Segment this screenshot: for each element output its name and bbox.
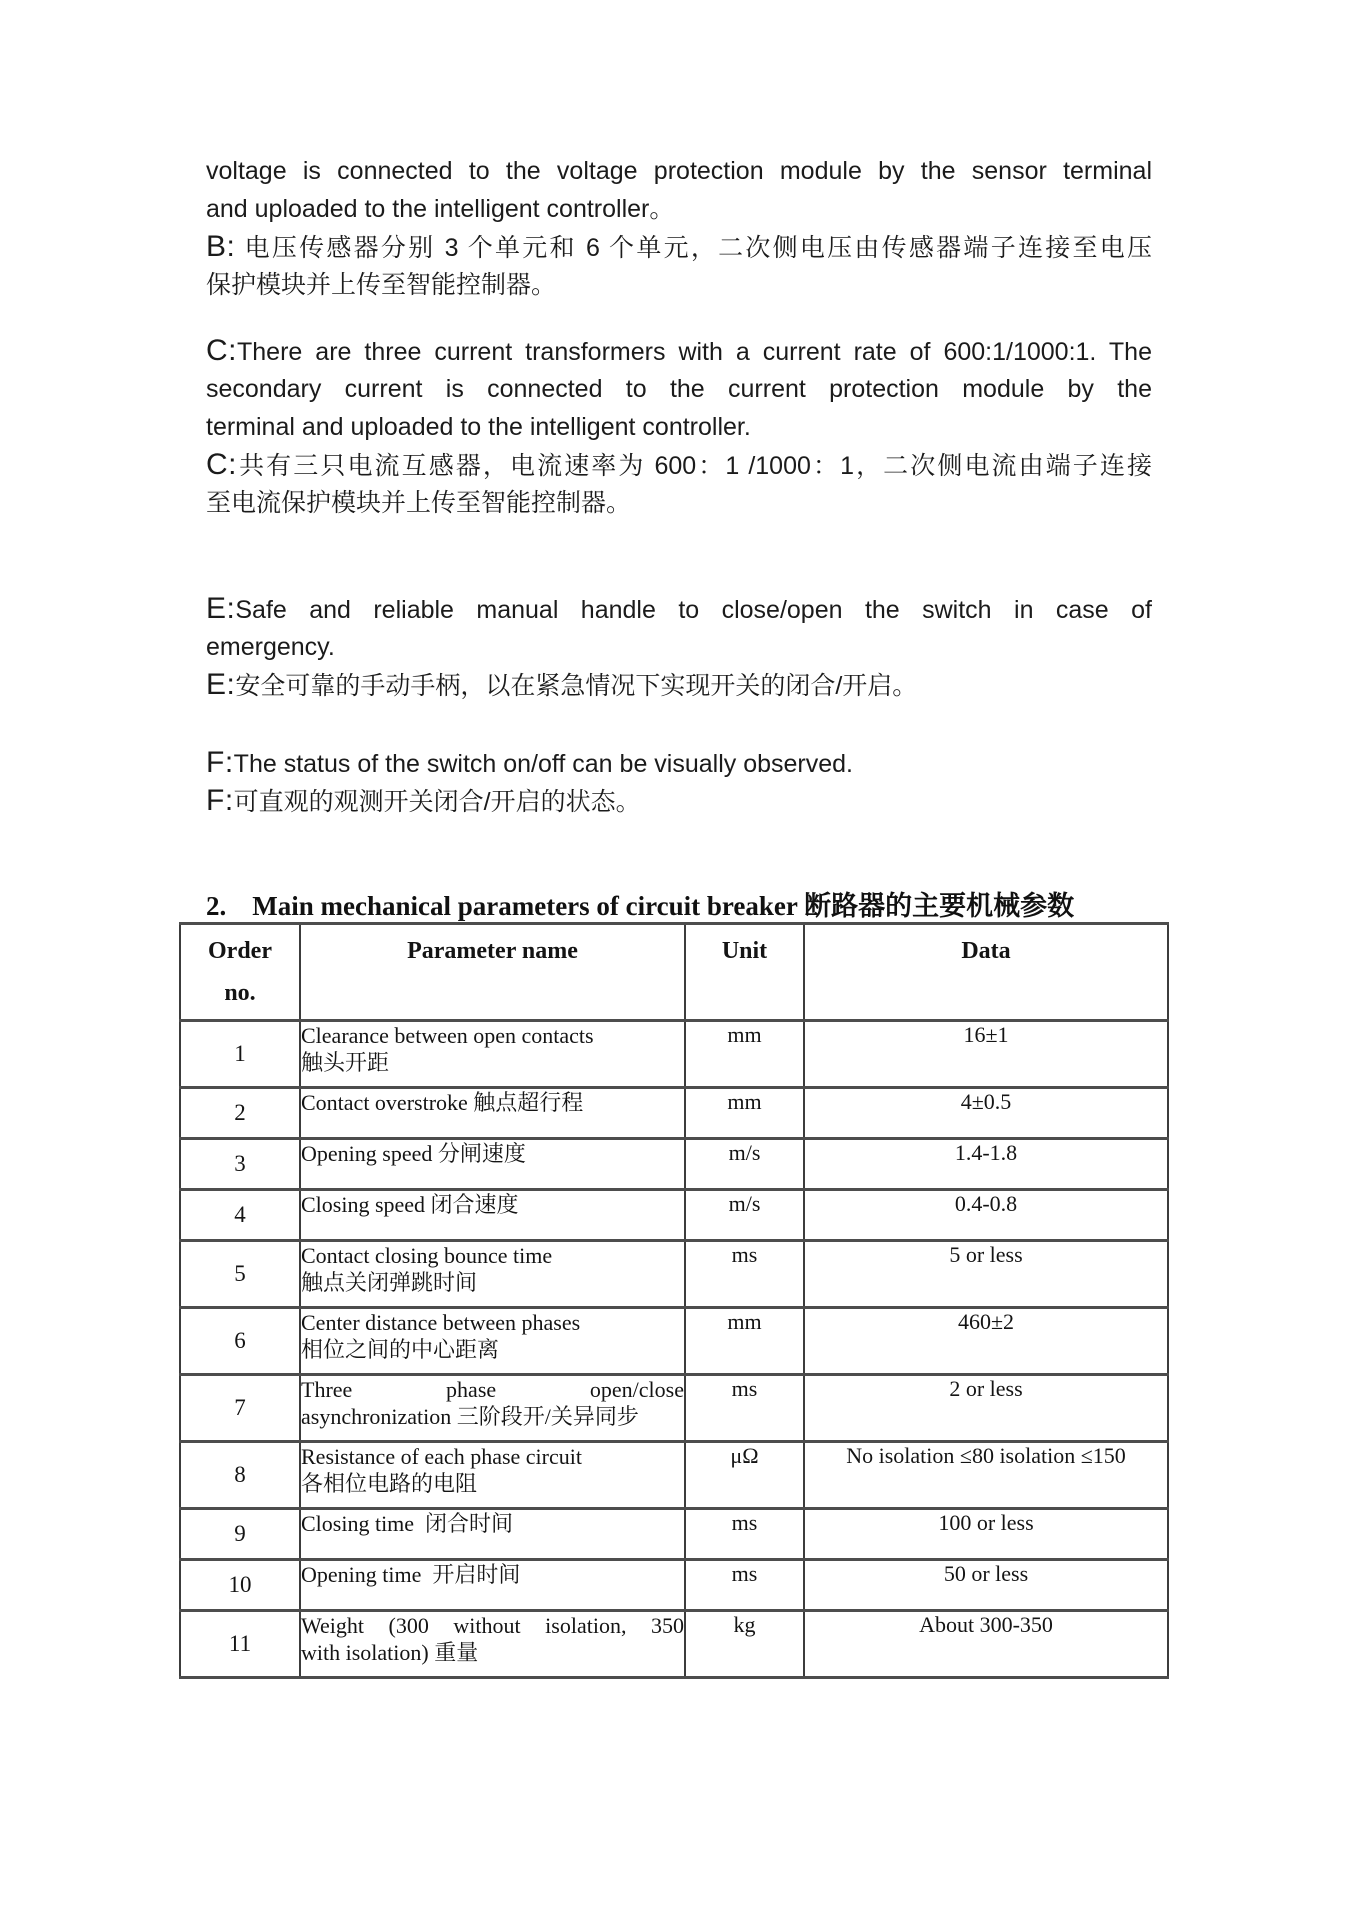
cell-unit: ms (685, 1509, 804, 1560)
cell-parameter-name (300, 1308, 685, 1375)
paragraph-gap (206, 304, 1152, 332)
cell-parameter-name (300, 1088, 685, 1139)
table-row (180, 1611, 1168, 1678)
parameter-line: Contact overstroke 触点超行程 (301, 1090, 584, 1115)
cell-unit: ms (685, 1560, 804, 1611)
paragraph (206, 744, 1152, 782)
parameter-line: Closing speed 闭合速度 (301, 1192, 519, 1217)
text-line: E:安全可靠的手动手柄，以在紧急情况下实现开关的闭合/开启。 (206, 668, 918, 701)
paragraph-gap (206, 820, 1152, 890)
cell-unit: m/s (685, 1190, 804, 1241)
parameter-line: 触点关闭弹跳时间 (301, 1270, 478, 1295)
cell-data: 460±2 (804, 1308, 1168, 1375)
parameter-line: 触头开距 (301, 1050, 390, 1075)
table-row (180, 1308, 1168, 1375)
text-line: 至电流保护模块并上传至智能控制器。 (206, 489, 632, 517)
parameter-line: Weight (300 without isolation, 350 (301, 1613, 684, 1638)
cell-unit: ms (685, 1241, 804, 1308)
cell-order-no: 4 (180, 1190, 300, 1241)
table-header-row (180, 924, 1168, 1021)
text-line: secondary current is connected to the current protection module by the (206, 375, 1152, 403)
parameter-line: with isolation) 重量 (301, 1640, 479, 1665)
cell-order-no: 7 (180, 1375, 300, 1442)
parameter-line: Resistance of each phase circuit (301, 1444, 582, 1469)
cell-order-no: 1 (180, 1021, 300, 1088)
cell-data: 0.4-0.8 (804, 1190, 1168, 1241)
section-heading (206, 890, 1152, 922)
table-body (180, 1021, 1168, 1678)
table-header-data: Data (804, 924, 1168, 1021)
cell-parameter-name (300, 1611, 685, 1678)
table-header-unit: Unit (685, 924, 804, 1021)
paragraph-letter: B: (206, 230, 236, 263)
paragraph (206, 666, 1152, 704)
cell-order-no: 6 (180, 1308, 300, 1375)
cell-data: 2 or less (804, 1375, 1168, 1442)
paragraph (206, 590, 1152, 666)
parameters-table (179, 922, 1169, 1679)
cell-data: About 300-350 (804, 1611, 1168, 1678)
table-header-order-bottom: no. (224, 980, 256, 1006)
text-line: terminal and uploaded to the intelligent controller. (206, 413, 751, 441)
cell-unit: mm (685, 1308, 804, 1375)
cell-parameter-name (300, 1442, 685, 1509)
cell-order-no: 10 (180, 1560, 300, 1611)
paragraph-letter: F: (206, 784, 234, 817)
text-line: emergency. (206, 633, 335, 661)
table-row (180, 1241, 1168, 1308)
paragraph-gap (206, 704, 1152, 744)
parameter-line: Opening speed 分闸速度 (301, 1141, 526, 1166)
cell-data: 4±0.5 (804, 1088, 1168, 1139)
table-row (180, 1560, 1168, 1611)
table-header-parameter: Parameter name (300, 924, 685, 1021)
text-line: E:Safe and reliable manual handle to close/open the switch in case of (206, 592, 1152, 625)
text-line: C:There are three current transformers with a current rate of 600:1/1000:1. The (206, 334, 1152, 367)
table-header-order-top: Order (208, 938, 272, 964)
paragraph (206, 228, 1152, 304)
parameter-line: Center distance between phases (301, 1310, 581, 1335)
table-row (180, 1139, 1168, 1190)
text-line: voltage is connected to the voltage protection module by the sensor terminal (206, 157, 1152, 185)
text-line: F:可直观的观测开关闭合/开启的状态。 (206, 784, 641, 817)
cell-parameter-name (300, 1560, 685, 1611)
cell-parameter-name (300, 1375, 685, 1442)
cell-parameter-name (300, 1139, 685, 1190)
text-line: and uploaded to the intelligent controller。 (206, 195, 675, 223)
cell-unit: kg (685, 1611, 804, 1678)
cell-parameter-name (300, 1021, 685, 1088)
parameter-line: Closing time 闭合时间 (301, 1511, 514, 1536)
paragraph-gap (206, 522, 1152, 590)
cell-unit: m/s (685, 1139, 804, 1190)
paragraph (206, 782, 1152, 820)
paragraphs (206, 152, 1152, 890)
cell-order-no: 9 (180, 1509, 300, 1560)
cell-order-no: 11 (180, 1611, 300, 1678)
cell-data: 5 or less (804, 1241, 1168, 1308)
cell-data: No isolation ≤80 isolation ≤150 (804, 1442, 1168, 1509)
cell-data: 100 or less (804, 1509, 1168, 1560)
cell-data: 1.4-1.8 (804, 1139, 1168, 1190)
parameter-line: Opening time 开启时间 (301, 1562, 521, 1587)
paragraph-letter: F: (206, 746, 234, 779)
cell-parameter-name (300, 1241, 685, 1308)
paragraph (206, 332, 1152, 446)
parameter-line: Contact closing bounce time (301, 1243, 553, 1268)
paragraph-letter: E: (206, 668, 236, 701)
paragraph (206, 446, 1152, 522)
parameter-line: Three phase open/close (301, 1377, 684, 1402)
parameter-line: asynchronization 三阶段开/关异同步 (301, 1404, 639, 1429)
paragraph-letter: C: (206, 448, 237, 481)
heading-number: 2. (206, 891, 227, 921)
cell-data: 50 or less (804, 1560, 1168, 1611)
table-row (180, 1375, 1168, 1442)
cell-unit: mm (685, 1088, 804, 1139)
paragraph-letter: C: (206, 334, 237, 367)
text-line: B: 电压传感器分别 3 个单元和 6 个单元，二次侧电压由传感器端子连接至电压 (206, 230, 1152, 263)
paragraph-letter: E: (206, 592, 236, 625)
table-row (180, 1190, 1168, 1241)
table-header-order (180, 924, 300, 1021)
cell-order-no: 3 (180, 1139, 300, 1190)
table-row (180, 1442, 1168, 1509)
text-line: 保护模块并上传至智能控制器。 (206, 271, 557, 299)
cell-unit: ms (685, 1375, 804, 1442)
cell-order-no: 5 (180, 1241, 300, 1308)
parameter-line: Clearance between open contacts (301, 1023, 594, 1048)
cell-parameter-name (300, 1509, 685, 1560)
parameter-line: 各相位电路的电阻 (301, 1471, 478, 1496)
text-line: F:The status of the switch on/off can be visually observed. (206, 746, 853, 779)
heading-text: Main mechanical parameters of circuit breaker 断路器的主要机械参数 (252, 891, 1075, 921)
document-body (206, 152, 1152, 922)
table-row (180, 1088, 1168, 1139)
text-line: C:共有三只电流互感器，电流速率为 600：1 /1000：1，二次侧电流由端子连接 (206, 448, 1152, 481)
table-row (180, 1509, 1168, 1560)
cell-unit: mm (685, 1021, 804, 1088)
parameter-line: 相位之间的中心距离 (301, 1337, 500, 1362)
paragraph (206, 152, 1152, 228)
cell-data: 16±1 (804, 1021, 1168, 1088)
cell-unit: μΩ (685, 1442, 804, 1509)
cell-order-no: 8 (180, 1442, 300, 1509)
table-row (180, 1021, 1168, 1088)
cell-order-no: 2 (180, 1088, 300, 1139)
cell-parameter-name (300, 1190, 685, 1241)
